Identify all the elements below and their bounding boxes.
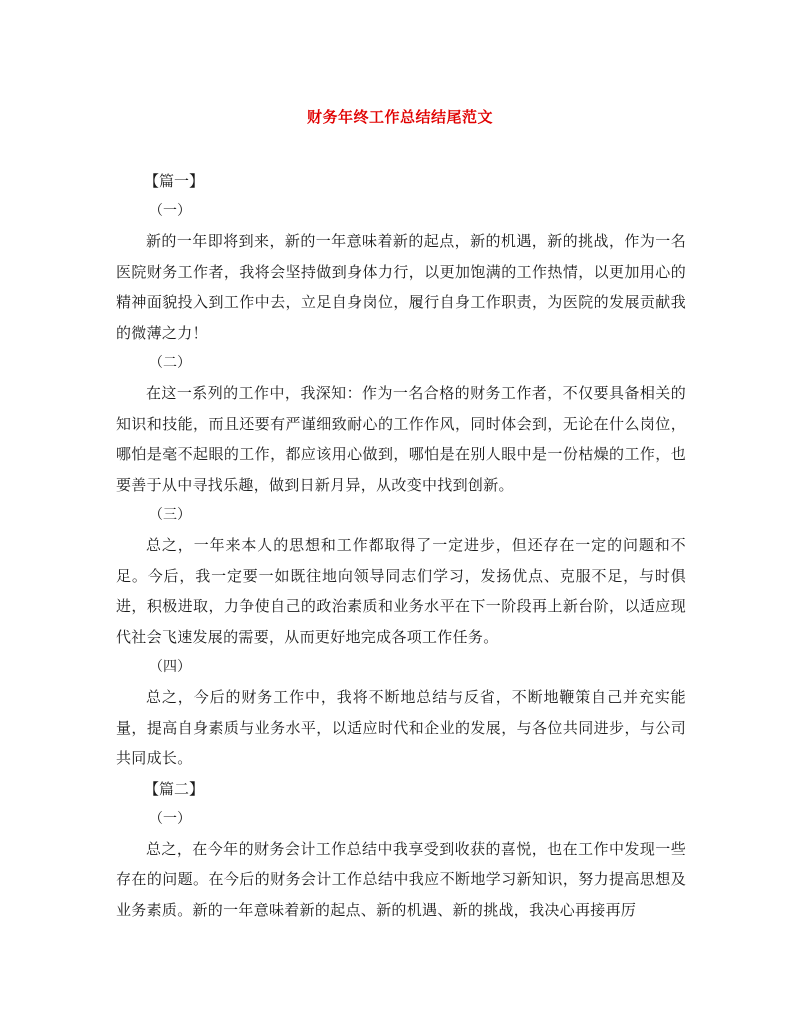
part-label: （三） <box>149 507 191 523</box>
section-heading-2: 【篇二】 <box>144 779 205 798</box>
paragraph: 总之，在今年的财务会计工作总结中我享受到收获的喜悦，也在工作中发现一些存在的问题。在今后的财务会计工作总结中我应不断地学习新知识，努力提高思想及业务素质。新的一年意味着新的起点、新的机遇、新的挑战，我决心再接再厉 <box>116 839 686 919</box>
paragraph: 在这一系列的工作中，我深知：作为一名合格的财务工作者，不仅要具备相关的知识和技能，而且还要有严谨细致耐心的工作作风，同时体会到，无论在什么岗位，哪怕是毫不起眼的工作，都应该用心做到，哪怕是在别人眼中是一份枯燥的工作，也要善于从中寻找乐趣，做到日新月异，从改变中找到创新。 <box>116 384 686 494</box>
part-label: （二） <box>149 355 191 371</box>
part-label: （一） <box>149 810 191 827</box>
section-heading-1: 【篇一】 <box>144 172 205 190</box>
paragraph: 新的一年即将到来，新的一年意味着新的起点，新的机遇，新的挑战，作为一名医院财务工作者，我将会坚持做到身体力行，以更加饱满的工作热情，以更加用心的精神面貌投入到工作中去，立足自身岗位，履行自身工作职责，为医院的发展贡献我的微薄之力！ <box>116 232 686 342</box>
paragraph: 总之，今后的财务工作中，我将不断地总结与反省，不断地鞭策自己并充实能量，提高自身素质与业务水平，以适应时代和企业的发展，与各位共同进步，与公司共同成长。 <box>116 688 686 767</box>
document-title: 财务年终工作总结结尾范文 <box>306 108 493 126</box>
paragraph: 总之，一年来本人的思想和工作都取得了一定进步，但还存在一定的问题和不足。今后，我一定要一如既往地向领导同志们学习，发扬优点、克服不足，与时俱进，积极进取，力争使自己的政治素质和业务水平在下一阶段再上新台阶，以适应现代社会飞速发展的需要，从而更好地完成各项工作任务。 <box>116 536 686 646</box>
document-body <box>116 166 686 925</box>
part-label: （一） <box>149 203 191 219</box>
part-label: （四） <box>149 659 191 675</box>
